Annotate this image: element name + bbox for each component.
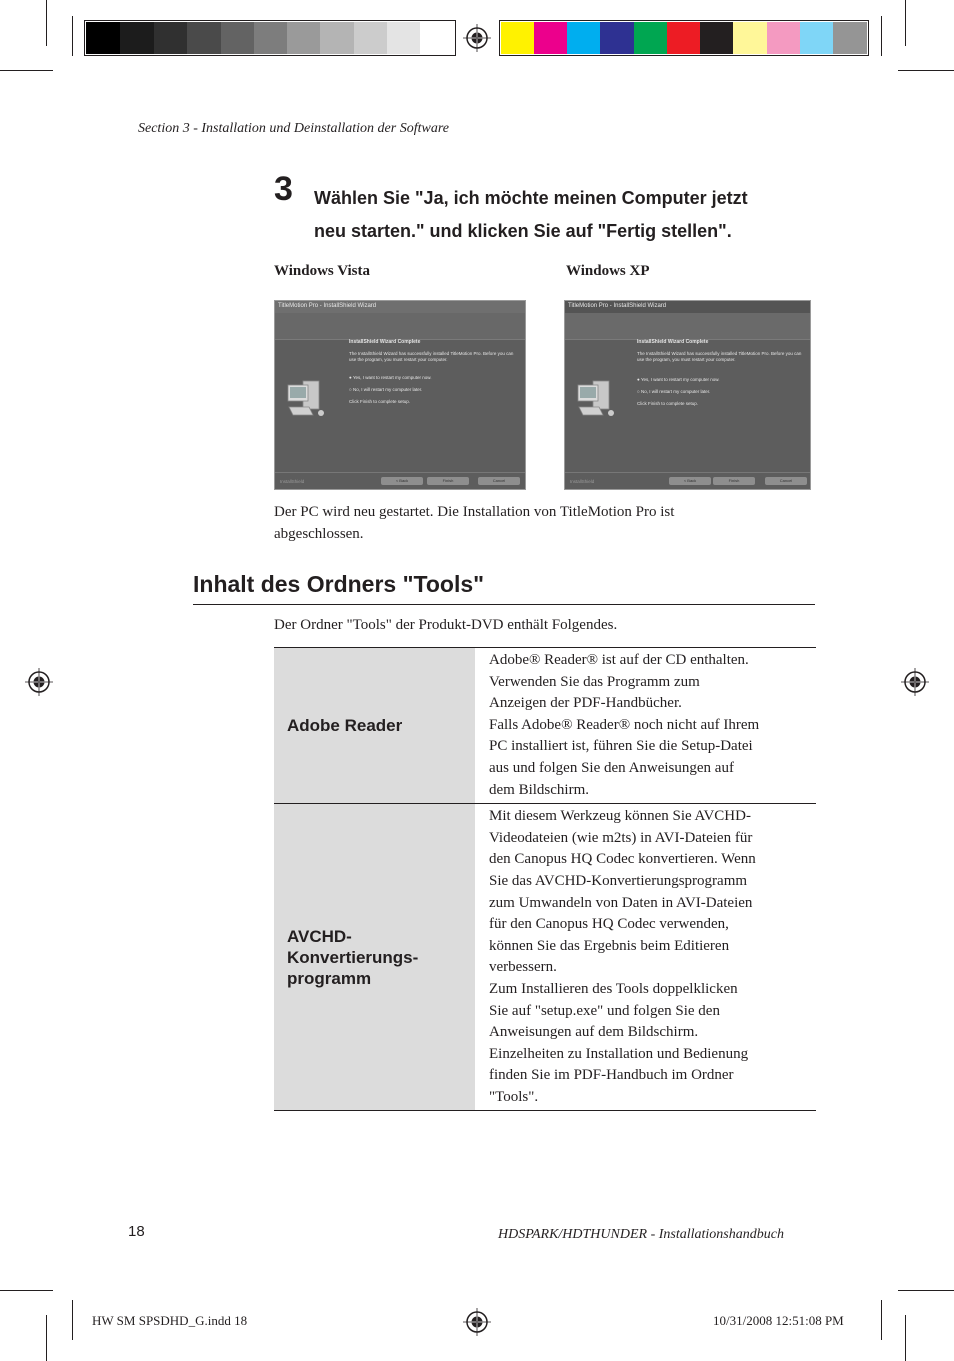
radio-label: No, I will restart my computer later. [640,389,711,394]
section-intro: Der Ordner "Tools" der Produkt-DVD enthält Folgendes. [274,617,618,633]
back-button[interactable]: < Back [381,477,423,485]
finish-note: Click Finish to complete setup. [349,399,411,404]
tool-name-line: AVCHD- [287,926,352,946]
step-instruction-line: Wählen Sie "Ja, ich möchte meinen Computer jetzt [314,188,748,208]
description-line: Einzelheiten zu Installation und Bedienung [489,1045,749,1062]
section-divider [193,604,815,605]
registration-mark-icon [463,24,491,52]
step-instruction-line: neu starten." und klicken Sie auf "Fertig stellen". [314,221,732,241]
xp-screenshot [564,300,811,490]
back-button[interactable]: < Back [669,477,711,485]
table-row [274,804,816,1111]
restart-now-radio[interactable]: ● Yes, I want to restart my computer now. [637,377,720,382]
table-row [274,648,816,804]
tool-description [475,804,816,1111]
restart-note-line: Der PC wird neu gestartet. Die Installation von TitleMotion Pro ist [274,504,675,520]
radio-label: No, I will restart my computer later. [352,387,423,392]
restart-now-radio[interactable]: ● Yes, I want to restart my computer now. [349,375,432,380]
dialog-heading: InstallShield Wizard Complete [349,339,421,345]
dialog-heading: InstallShield Wizard Complete [637,339,709,345]
description-line: Adobe® Reader® ist auf der CD enthalten. [489,652,749,668]
vista-label: Windows Vista [274,263,371,279]
xp-label: Windows XP [566,263,650,279]
slug-timestamp: 10/31/2008 12:51:08 PM [713,1313,844,1328]
computer-icon [575,377,619,421]
tool-description [475,648,816,804]
registration-mark-icon [25,668,53,696]
description-line: Zum Installieren des Tools doppelklicken [489,980,738,997]
finish-button[interactable]: Finish [713,477,755,485]
dialog-text: The InstallShield Wizard has successfully installed TitleMotion Pro. Before you can use the program, you must restart your computer. [349,351,514,362]
dialog-text: The InstallShield Wizard has successfully installed TitleMotion Pro. Before you can use the program, you must restart your computer. [637,351,802,362]
step-number: 3 [274,170,293,208]
radio-label: Yes, I want to restart my computer now. [352,375,432,380]
footer-title: HDSPARK/HDTHUNDER - Installationshandbuch [498,1227,784,1242]
description-line: Falls Adobe® Reader® noch nicht auf Ihrem [489,716,760,733]
description-line: verbessern. [489,959,557,976]
computer-icon [285,377,329,421]
description-line: Anzeigen der PDF-Handbücher. [489,695,682,712]
description-line: Sie das AVCHD-Konvertierungsprogramm [489,872,748,889]
cancel-button[interactable]: Cancel [765,477,807,485]
description-line: Sie auf "setup.exe" und folgen Sie den [489,1002,720,1019]
description-line: Anweisungen auf dem Bildschirm. [489,1024,699,1041]
tool-name-line: programm [287,968,372,988]
description-line: den Canopus HQ Codec konvertieren. Wenn [489,851,756,868]
slug-filename: HW SM SPSDHD_G.indd 18 [92,1313,248,1328]
description-line: Mit diesem Werkzeug können Sie AVCHD- [489,808,751,825]
installshield-brand: InstallShield [280,479,305,484]
installshield-brand: InstallShield [570,479,595,484]
page-number: 18 [128,1223,145,1240]
description-line: aus und folgen Sie den Anweisungen auf [489,759,734,776]
registration-mark-icon [901,668,929,696]
step-instruction [314,182,814,248]
restart-later-radio[interactable]: ○ No, I will restart my computer later. [349,387,423,392]
dialog-titlebar: TitleMotion Pro - InstallShield Wizard [275,301,525,313]
tool-name-avchd-converter [274,804,475,1111]
restart-later-radio[interactable]: ○ No, I will restart my computer later. [637,389,711,394]
description-line: können Sie das Ergebnis beim Editieren [489,937,730,954]
registration-mark-icon [463,1308,491,1336]
description-line: finden Sie im PDF-Handbuch im Ordner [489,1067,734,1084]
finish-button[interactable]: Finish [427,477,469,485]
tools-table [274,647,816,1111]
finish-note: Click Finish to complete setup. [637,401,699,406]
restart-note-line: abgeschlossen. [274,526,364,542]
dialog-titlebar: TitleMotion Pro - InstallShield Wizard [565,301,810,313]
description-line: PC installiert ist, führen Sie die Setup-Datei [489,738,753,755]
radio-label: Yes, I want to restart my computer now. [640,377,720,382]
description-line: Videodateien (wie m2ts) in AVI-Dateien für [489,829,753,846]
section-title: Inhalt des Ordners "Tools" [193,571,485,597]
tool-name-adobe-reader [274,648,475,804]
tool-name: Adobe Reader [287,716,403,736]
description-line: dem Bildschirm. [489,781,589,798]
description-line: Verwenden Sie das Programm zum [489,673,700,690]
tool-name-line: Konvertierungs- [287,947,419,967]
vista-screenshot [274,300,526,490]
cancel-button[interactable]: Cancel [478,477,520,485]
description-line: zum Umwandeln von Daten in AVI-Dateien [489,894,753,911]
description-line: "Tools". [489,1088,539,1105]
restart-note [274,501,674,545]
description-line: für den Canopus HQ Codec verwenden, [489,916,729,933]
running-header: Section 3 - Installation und Deinstallation der Software [138,121,449,136]
